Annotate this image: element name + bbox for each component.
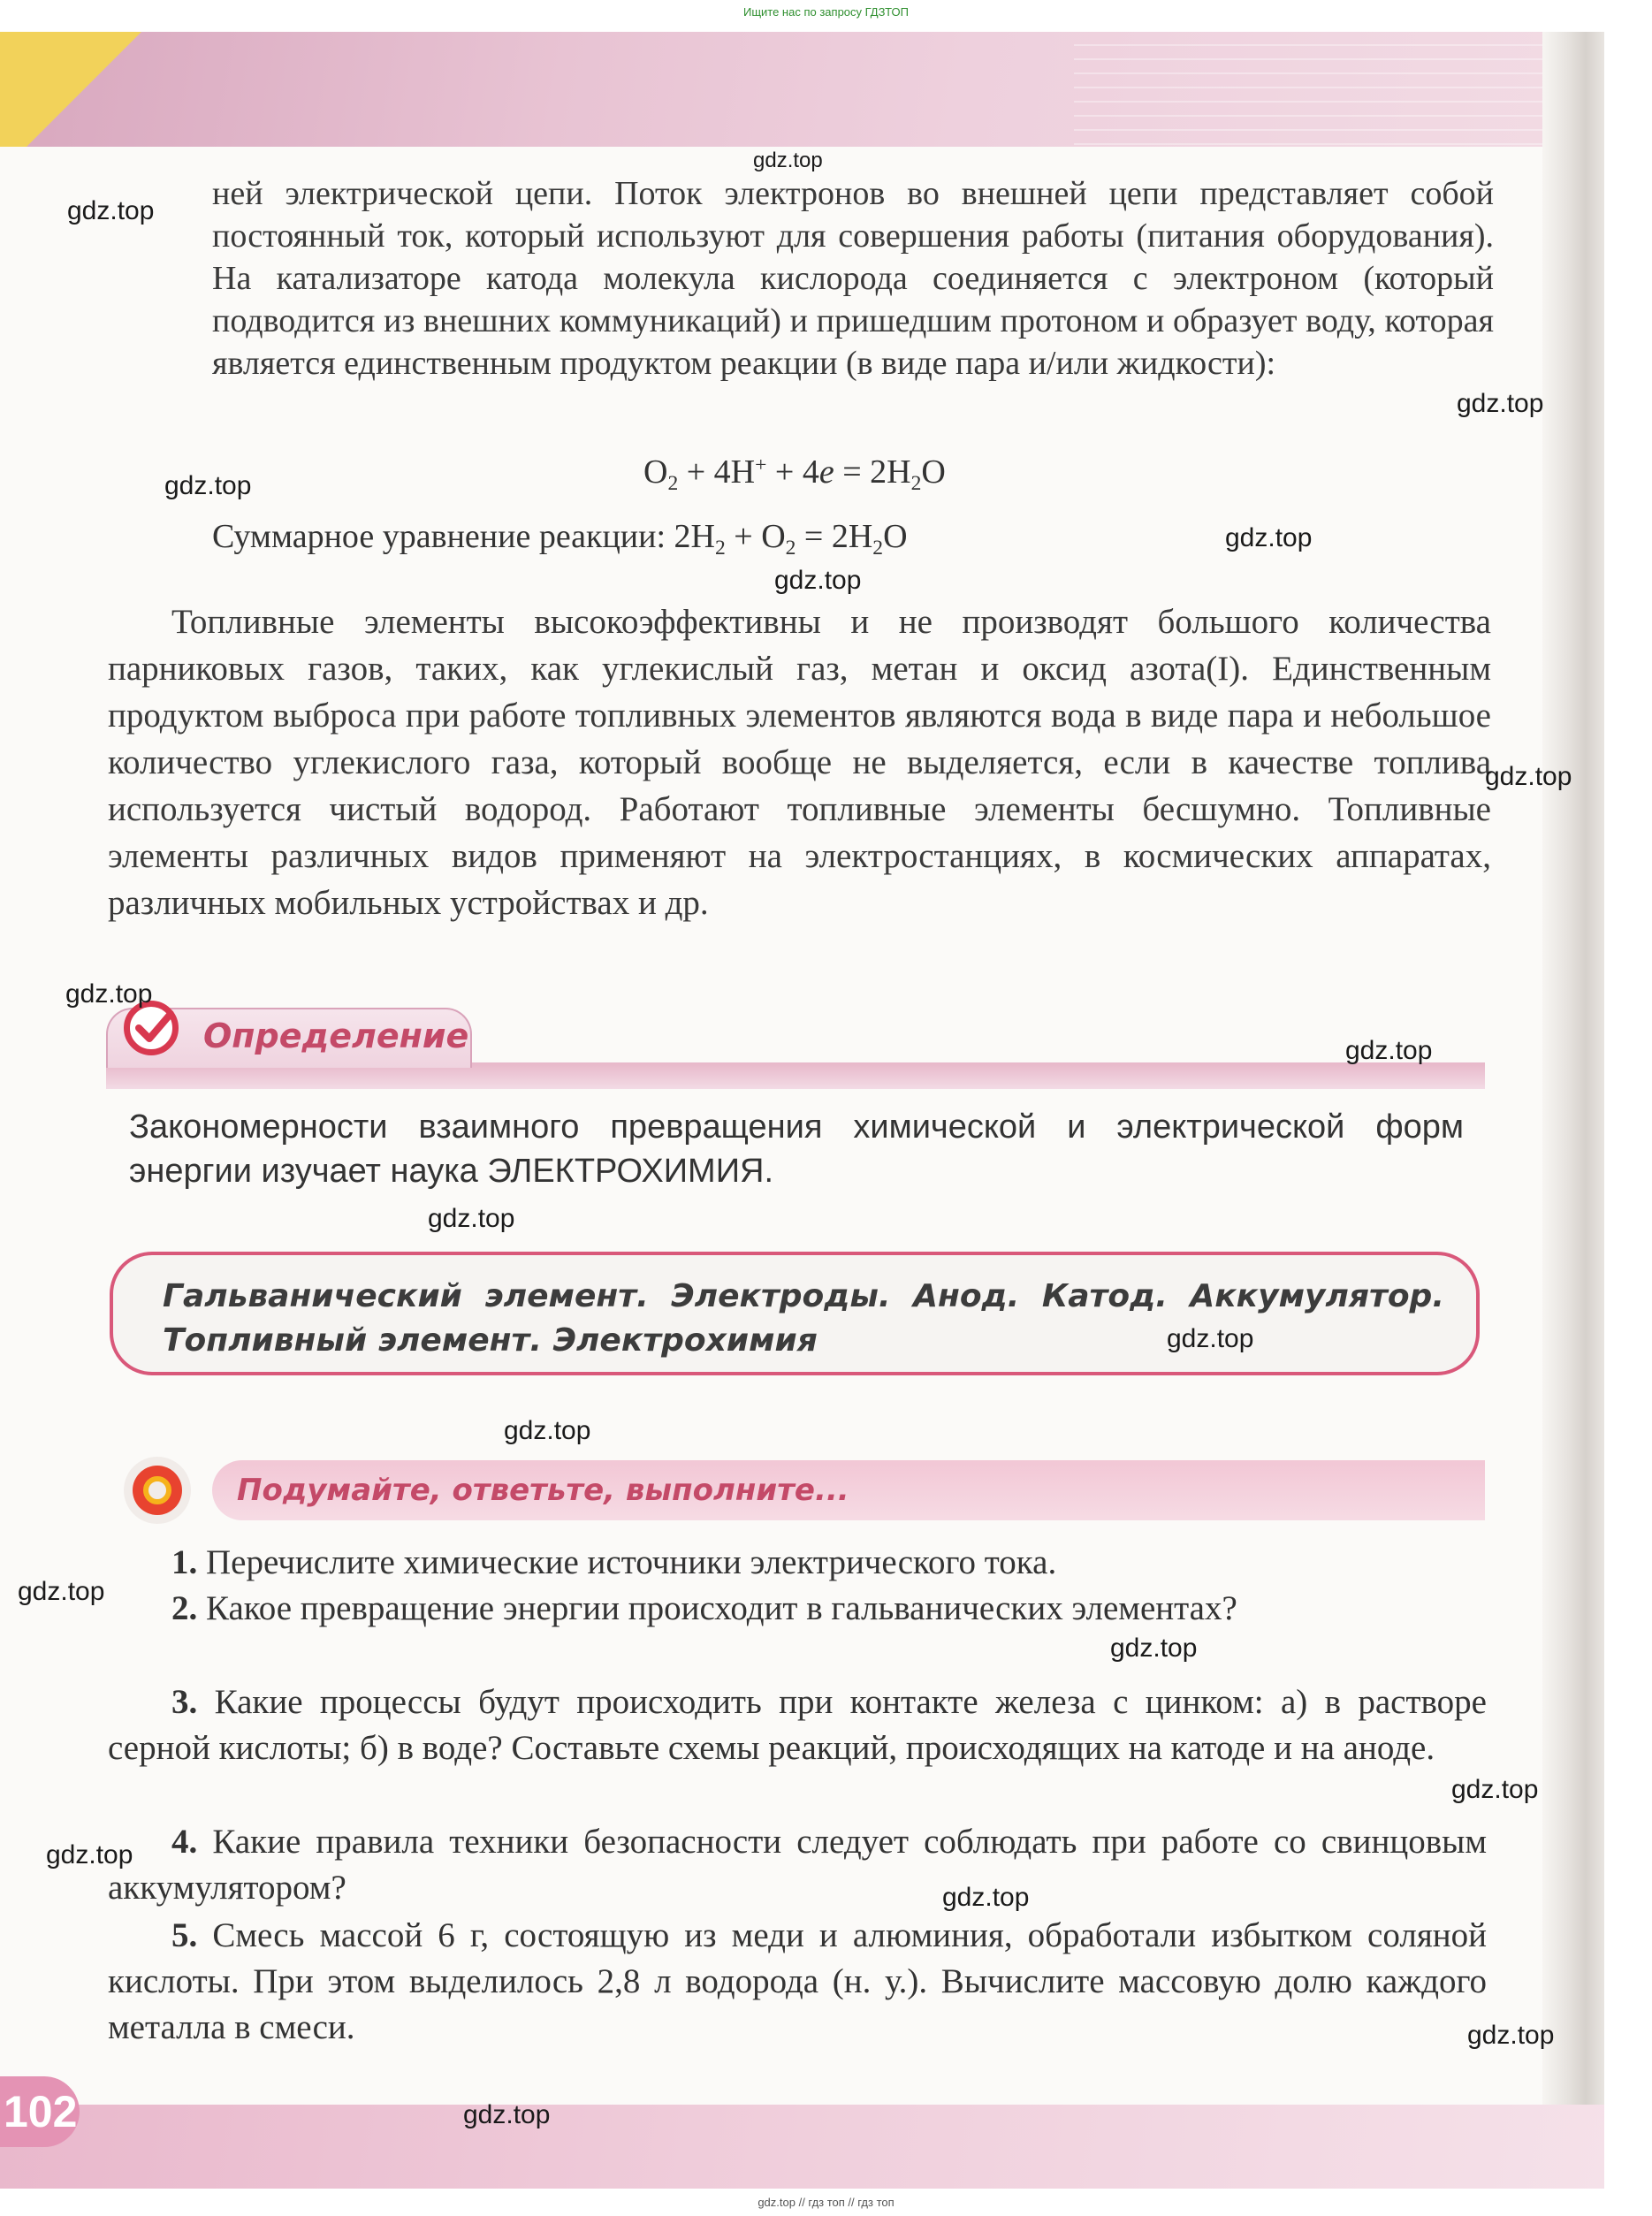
watermark: gdz.top <box>65 979 153 1009</box>
questions-header <box>124 1457 1485 1527</box>
definition-text: Закономерности взаимного превращения химической и электрической форм энергии изучает наука ЭЛЕКТРОХИМИЯ. <box>129 1108 1464 1190</box>
watermark: gdz.top <box>1225 523 1313 552</box>
banner-stripes <box>1074 32 1604 147</box>
cathode-equation: $O_2 + 4H^+ + 4e = 2H_2O$ <box>643 453 946 496</box>
watermark: gdz.top <box>774 566 862 595</box>
page-number: 102 <box>0 2076 80 2147</box>
question-5: 5. Смесь массой 6 г, состоящую из меди и алюминия, обработали избытком соляной кислоты. При этом выделилось 2,8 л водорода (н. у.). Вычислите массовую долю каждого металла в смеси. <box>108 1916 1487 2046</box>
question-3: 3. Какие процессы будут происходить при контакте железа с цинком: а) в растворе серной кислоты; б) в воде? Составьте схемы реакций, происходящих на катоде и на аноде. <box>108 1683 1487 1767</box>
watermark: gdz.top <box>1451 1775 1539 1804</box>
watermark: gdz.top <box>942 1883 1030 1912</box>
refresh-icon <box>124 1457 191 1524</box>
watermark: gdz.top <box>1485 762 1572 791</box>
watermark: gdz.top <box>67 196 155 225</box>
watermark: gdz.top <box>18 1577 105 1606</box>
top-banner <box>0 32 1604 147</box>
watermark: gdz.top <box>1110 1633 1198 1663</box>
definition-header <box>106 1001 1485 1098</box>
footer-note: gdz.top // гдз топ // гдз топ <box>757 2196 895 2209</box>
question-1: 1. Перечислите химические источники электрического тока. <box>171 1543 1057 1581</box>
header-note: Ищите нас по запросу ГДЗТОП <box>742 5 909 19</box>
watermark: gdz.top <box>1467 2021 1555 2050</box>
watermark: gdz.top <box>428 1204 515 1233</box>
watermark: gdz.top <box>753 148 823 172</box>
watermark: gdz.top <box>164 471 252 500</box>
watermark: gdz.top <box>46 1840 133 1870</box>
watermark: gdz.top <box>1345 1036 1433 1065</box>
bottom-band <box>0 2105 1604 2189</box>
book-spine <box>1542 32 1604 2189</box>
question-2: 2. Какое превращение энергии происходит в гальванических элементах? <box>171 1589 1237 1627</box>
questions-title: Подумайте, ответьте, выполните... <box>237 1473 849 1508</box>
definition-title: Определение <box>203 1017 469 1055</box>
summary-equation: Суммарное уравнение реакции: $2H_2 + O_2 = 2H_2O$ <box>212 518 908 560</box>
watermark: gdz.top <box>463 2100 551 2129</box>
keywords-box <box>110 1252 1480 1375</box>
watermark: gdz.top <box>1167 1324 1254 1353</box>
watermark: gdz.top <box>504 1416 591 1445</box>
watermark: gdz.top <box>1457 389 1544 418</box>
question-4: 4. Какие правила техники безопасности следует соблюдать при работе со свинцовым аккумулятором? <box>108 1823 1488 1907</box>
paragraph-fuel-cell-benefits: Топливные элементы высокоэффективны и не производят большого количества парниковых газов, таких, как углекислый газ, метан и оксид азота(I). Единственным продуктом выброса при работе топливных элементов являются вода в виде пара и небольшое количество углекислого газа, который вообще не выделяется, если в качестве топлива используется чистый водород. Работают топливные элементы бесшумно. Топливные элементы различных видов применяют на электростанциях, в космических аппаратах, различных мобильных устройствах и др. <box>108 603 1491 922</box>
keywords-text: Гальванический элемент. Электроды. Анод. Катод. Аккумулятор. Топливный элемент. Электрохимия <box>163 1278 1444 1359</box>
paragraph-fuel-cell-cathode: ней электрической цепи. Поток электронов во внешней цепи представляет собой постоянный ток, который используют для совершения работы (питания оборудования). На катализаторе катода молекула кислорода соединяется с электроном (который подводится из внешних коммуникаций) и пришедшим протоном и образует воду, которая является единственным продуктом реакции (в виде пара и/или жидкости): <box>212 175 1494 382</box>
